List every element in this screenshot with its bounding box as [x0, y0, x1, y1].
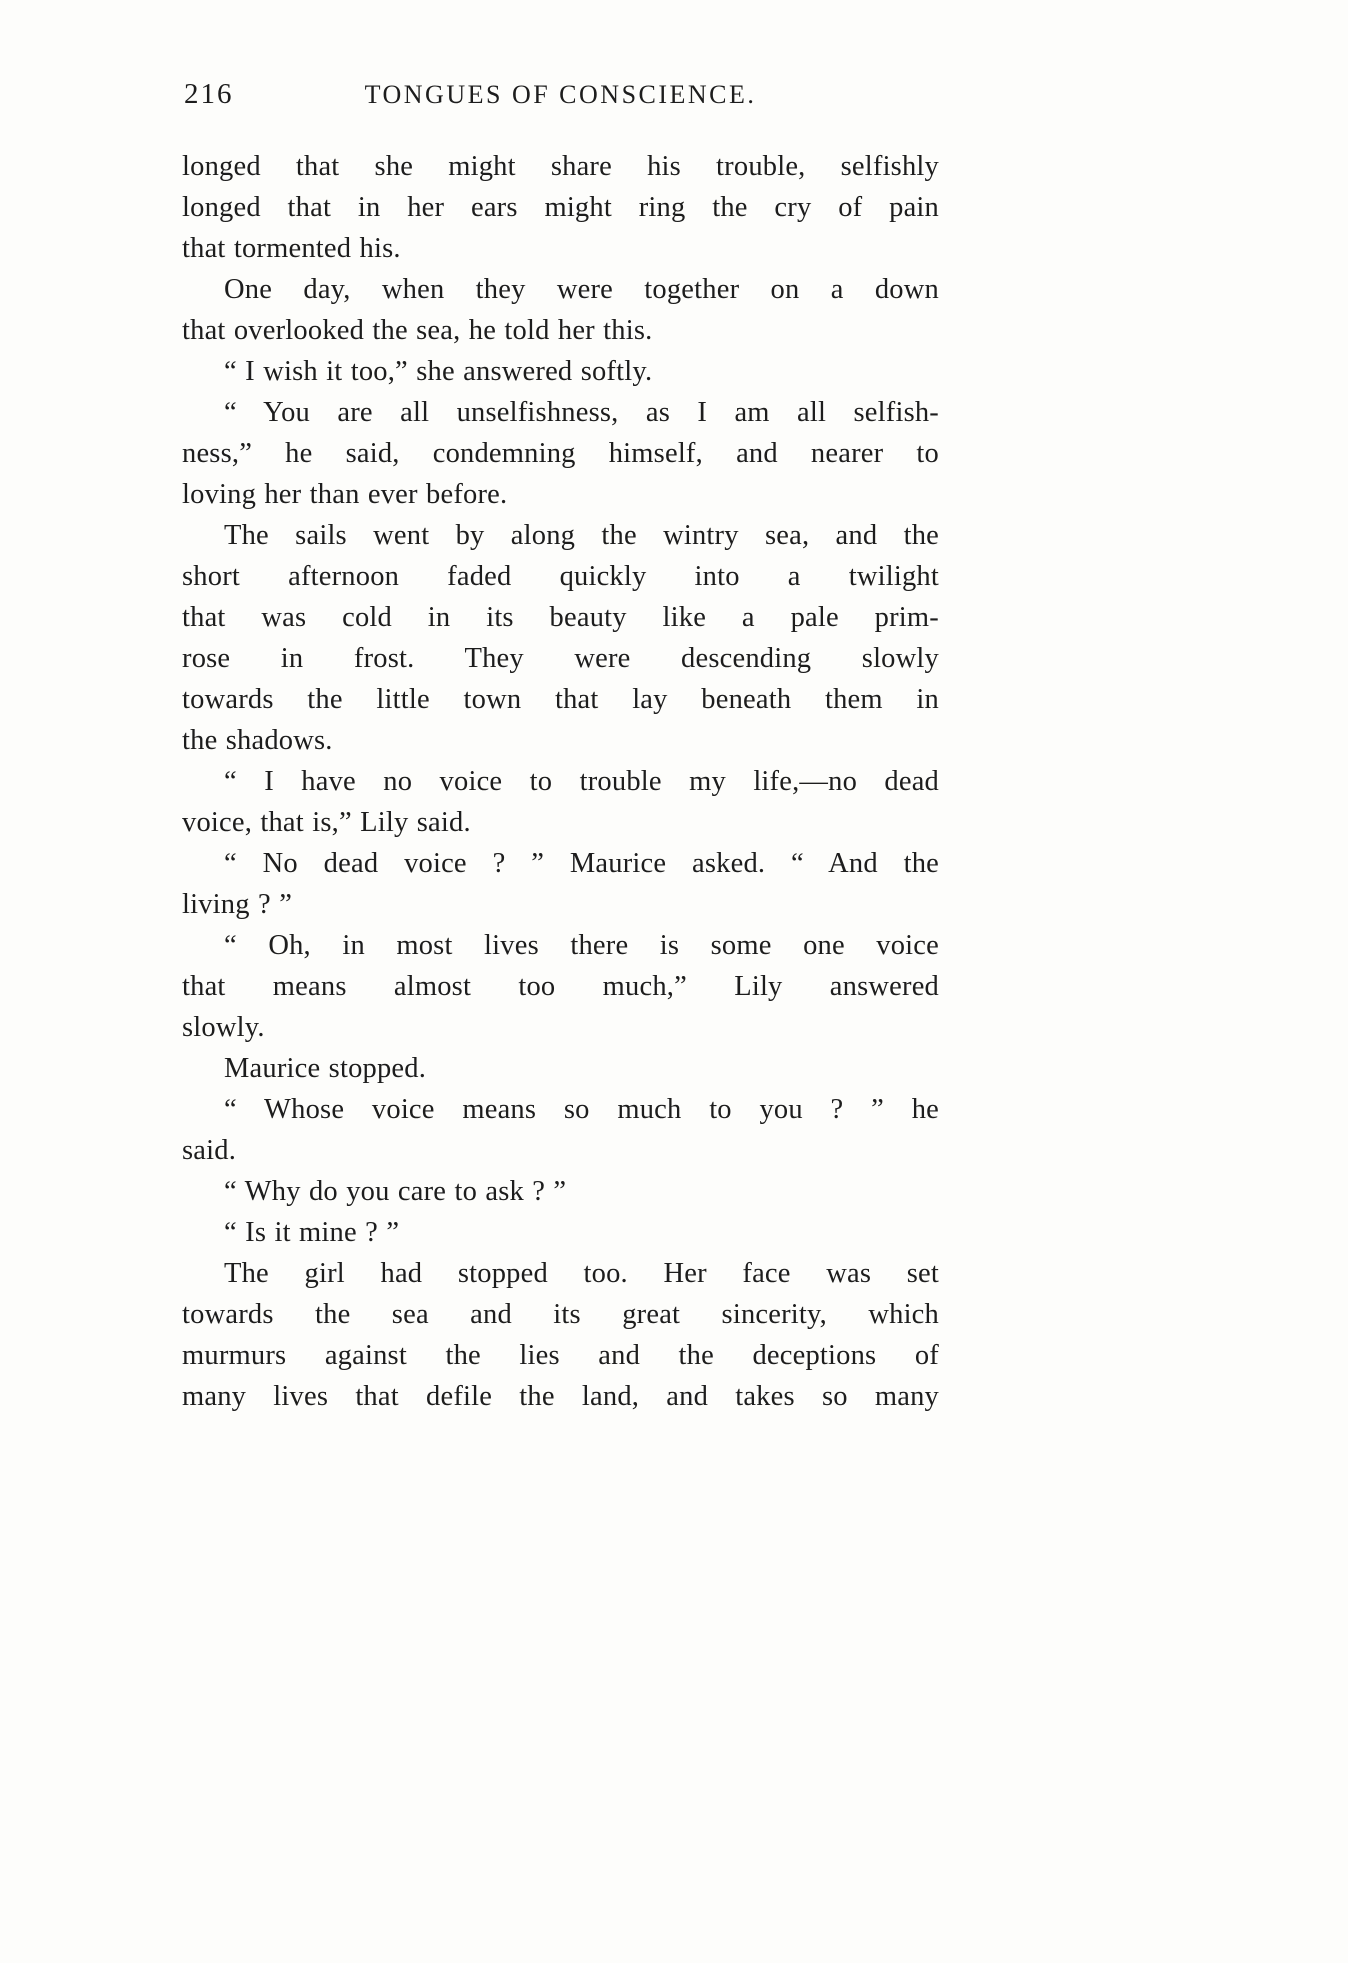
text-line: towards the little town that lay beneath them in	[182, 684, 939, 715]
text-line: living ? ”	[182, 889, 293, 920]
text-line: longed that in her ears might ring the cry of pain	[182, 192, 939, 223]
text-line: that tormented his.	[182, 233, 401, 264]
text-line: “ Why do you care to ask ? ”	[224, 1176, 567, 1207]
text-line: murmurs against the lies and the deceptions of	[182, 1340, 939, 1371]
page-content	[182, 76, 939, 1417]
page-number: 216	[184, 78, 234, 110]
text-line: that overlooked the sea, he told her this.	[182, 315, 653, 346]
text-line: The girl had stopped too. Her face was set	[224, 1258, 939, 1289]
text-line: voice, that is,” Lily said.	[182, 807, 471, 838]
text-line: “ Whose voice means so much to you ? ” he	[224, 1094, 939, 1125]
text-line: that was cold in its beauty like a pale prim-	[182, 602, 939, 633]
text-line: slowly.	[182, 1012, 265, 1043]
body-text	[182, 146, 939, 1417]
text-line: The sails went by along the wintry sea, and the	[224, 520, 939, 551]
text-line: towards the sea and its great sincerity, which	[182, 1299, 939, 1330]
text-line: “ Oh, in most lives there is some one voice	[224, 930, 939, 961]
text-line: “ I have no voice to trouble my life,—no dead	[224, 766, 939, 797]
page-header	[182, 76, 939, 118]
text-line: longed that she might share his trouble, selfishly	[182, 151, 939, 182]
text-line: rose in frost. They were descending slowly	[182, 643, 939, 674]
text-line: ness,” he said, condemning himself, and nearer to	[182, 438, 939, 469]
text-line: Maurice stopped.	[224, 1053, 427, 1084]
text-line: “ I wish it too,” she answered softly.	[224, 356, 653, 387]
text-line: “ No dead voice ? ” Maurice asked. “ And the	[224, 848, 939, 879]
text-line: many lives that defile the land, and takes so many	[182, 1381, 939, 1412]
text-line: “ You are all unselfishness, as I am all selfish-	[224, 397, 939, 428]
text-line: said.	[182, 1135, 237, 1166]
text-line: One day, when they were together on a down	[224, 274, 939, 305]
text-line: that means almost too much,” Lily answered	[182, 971, 939, 1002]
text-line: “ Is it mine ? ”	[224, 1217, 400, 1248]
text-line: the shadows.	[182, 725, 333, 756]
text-line: loving her than ever before.	[182, 479, 508, 510]
text-line: short afternoon faded quickly into a twilight	[182, 561, 939, 592]
running-title: TONGUES OF CONSCIENCE.	[364, 80, 757, 109]
